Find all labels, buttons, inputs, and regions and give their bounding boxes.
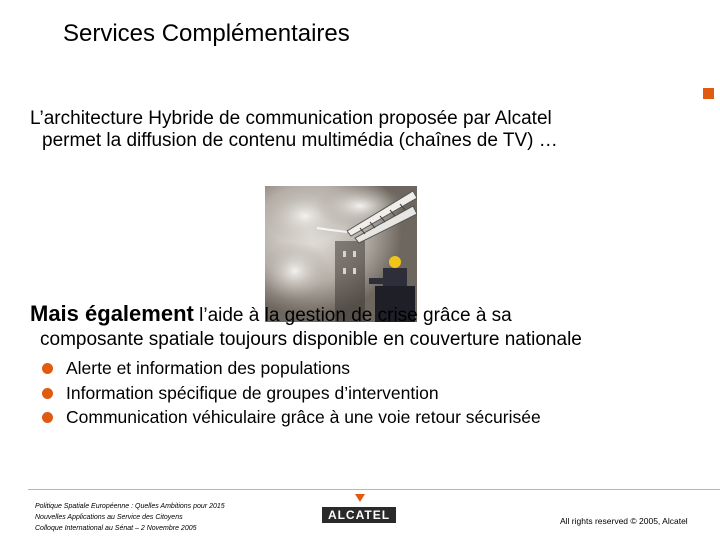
footer-line-1: Politique Spatiale Européenne : Quelles Ambitions pour 2015 xyxy=(35,503,225,510)
footer-divider xyxy=(28,489,720,490)
bullet-text: Alerte et information des populations xyxy=(66,358,351,378)
accent-square xyxy=(703,88,714,99)
footer-event-info xyxy=(35,501,225,534)
intro-line-1: L’architecture Hybride de communication proposée par Alcatel xyxy=(30,108,552,129)
bullet-item xyxy=(40,381,710,406)
bullet-item xyxy=(40,356,710,381)
crisis-lead xyxy=(30,302,710,328)
bullet-dot-icon xyxy=(42,363,53,374)
copyright-text: All rights reserved © 2005, Alcatel xyxy=(560,516,688,526)
crisis-lead-rest: l’aide à la gestion de crise grâce à sa xyxy=(193,305,512,326)
bullet-text: Communication véhiculaire grâce à une voie retour sécurisée xyxy=(66,407,541,427)
slide-title: Services Complémentaires xyxy=(63,20,350,47)
intro-line-2: permet la diffusion de contenu multimédia (chaînes de TV) … xyxy=(42,130,558,151)
bullet-text: Information spécifique de groupes d’intervention xyxy=(66,382,439,403)
bullet-item xyxy=(40,405,710,430)
intro-paragraph xyxy=(30,108,690,152)
alcatel-logo: ALCATEL xyxy=(322,507,396,523)
footer-triangle-icon xyxy=(355,494,365,502)
footer-line-3: Colloque International au Sénat – 2 Novembre 2005 xyxy=(35,525,197,532)
crisis-section xyxy=(30,302,710,430)
crisis-lead-bold: Mais également xyxy=(30,301,194,326)
crisis-continuation: composante spatiale toujours disponible en couverture nationale xyxy=(40,329,582,350)
bullet-list xyxy=(30,356,710,430)
bullet-dot-icon xyxy=(42,388,53,399)
footer-line-2: Nouvelles Applications au Service des Citoyens xyxy=(35,514,183,521)
bullet-dot-icon xyxy=(42,412,53,423)
